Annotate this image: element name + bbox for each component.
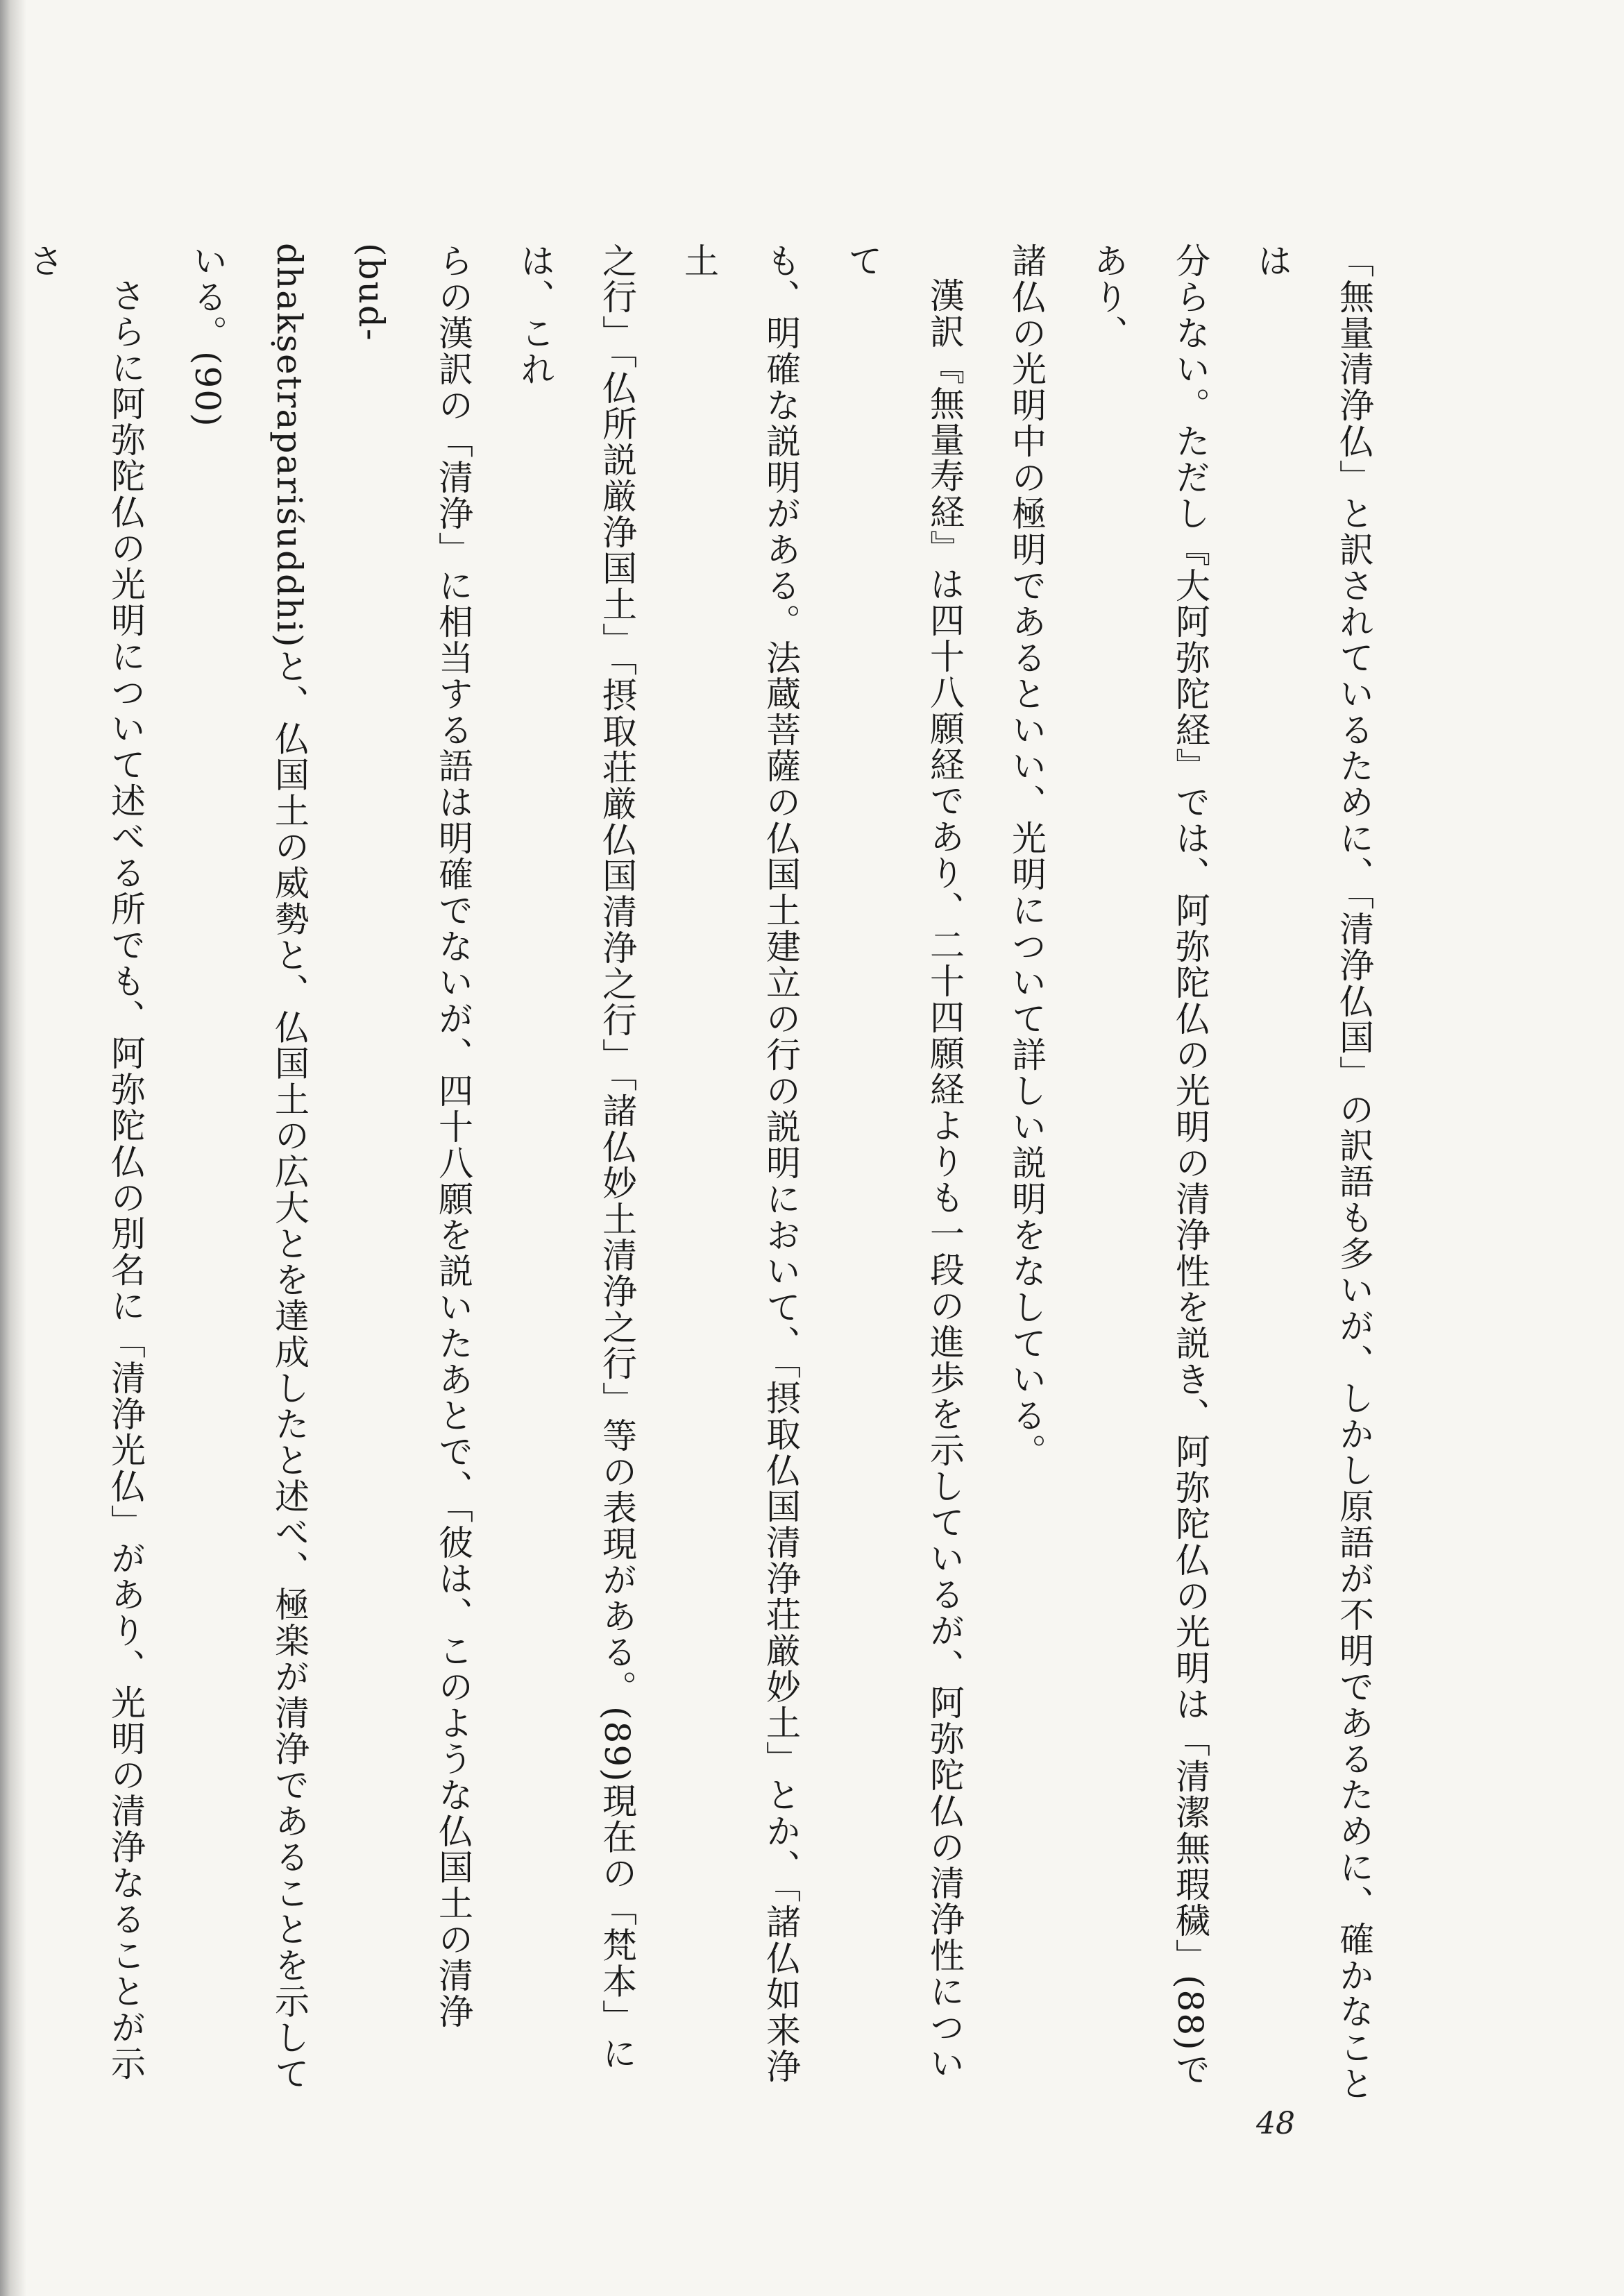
text-line-9: さらに阿弥陀仏の光明について述べる所でも、阿弥陀仏の別名に「清浄光仏」があり、光明の清浄なることが示さ xyxy=(24,243,146,2082)
page-number: 48 xyxy=(1256,2106,1295,2141)
text-line-3: 諸仏の光明中の極明であるといい、光明について詳しい説明をなしている。 xyxy=(1006,243,1047,1470)
text-line-2: 分らない。ただし『大阿弥陀経』では、阿弥陀仏の光明の清浄性を説き、阿弥陀仏の光明は「清潔無瑕穢」(88)であり、 xyxy=(1088,243,1210,2088)
vertical-text-body xyxy=(0,243,1395,2109)
text-line-7: らの漢訳の「清浄」に相当する語は明確でないが、四十八願を説いたあとで、「彼は、このような仏国土の清浄(bud- xyxy=(351,243,473,2030)
text-line-5: も、明確な説明がある。法蔵菩薩の仏国土建立の行の説明において、「摂取仏国清浄荘厳妙土」とか、「諸仏如来浄土 xyxy=(679,243,801,2084)
text-line-4: 漢訳『無量寿経』は四十八願経であり、二十四願経よりも一段の進歩を示しているが、阿弥陀仏の清浄性について xyxy=(843,243,965,2082)
text-line-1: 「無量清浄仏」と訳されているために、「清浄仏国」の訳語も多いが、しかし原語が不明であるために、確かなことは xyxy=(1252,243,1374,2102)
text-line-10 xyxy=(0,243,3,2109)
text-line-6: 之行」「仏所説厳浄国土」「摂取荘厳仏国清浄之行」「諸仏妙土清浄之行」等の表現がある。(89)現在の「梵本」には、これ xyxy=(515,243,637,2072)
text-line-8: dhakṣetrapariśuddhi)と、仏国土の威勢と、仏国土の広大とを達成したと述べ、極楽が清浄であることを示している。(90) xyxy=(187,243,310,2092)
